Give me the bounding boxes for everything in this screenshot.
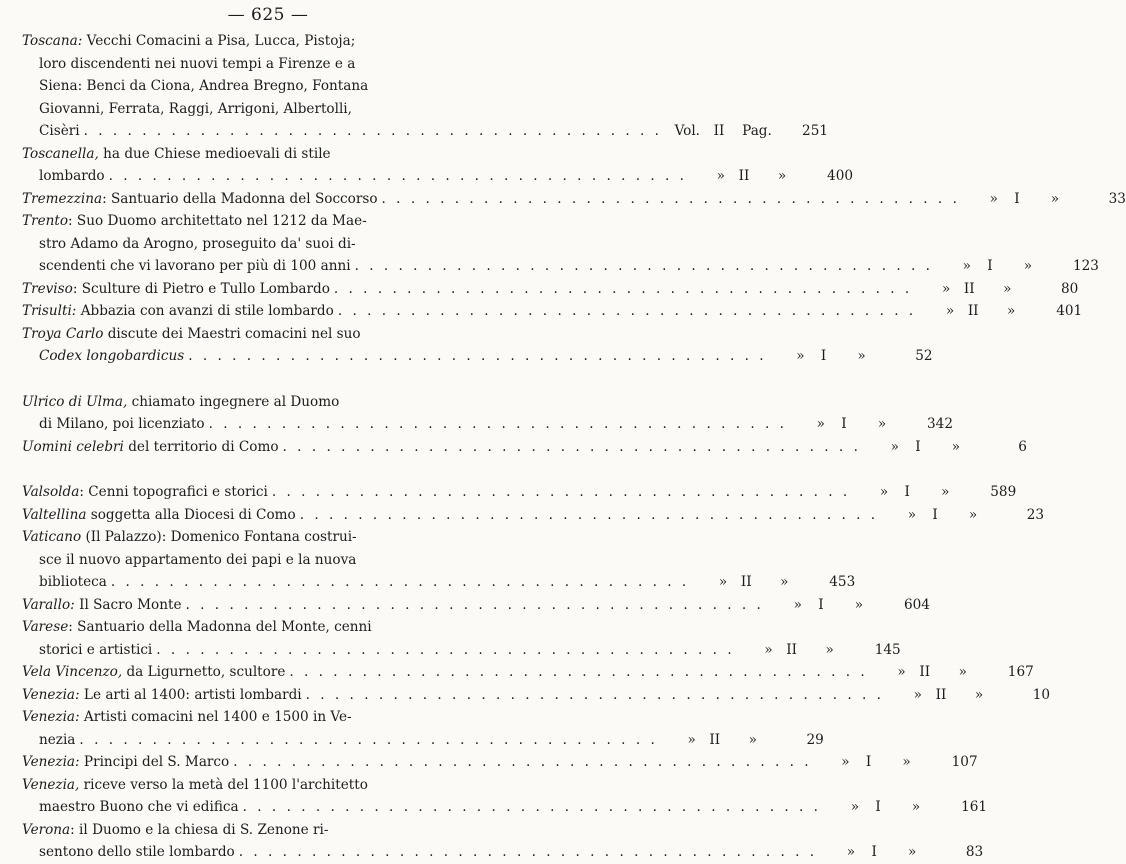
entry-reference [868,661,1034,684]
page-mark: » [780,574,789,590]
dot-leader: . . . . . . . . . . . . . . . . . . . . . . . . . . . . . . . . . . . . . . . . [83,123,662,139]
volume-number: II [709,731,721,748]
entry-reference [821,796,987,819]
entry-line [22,391,514,414]
entry-line [22,706,514,729]
entry-text: : Sculture di Pietro e Tullo Lombardo [72,280,330,297]
entry-heading: Venezia, [22,776,80,793]
volume-number: II [919,664,931,680]
entry-reference [689,571,855,594]
entry-text: nezia [39,731,76,748]
entry-reference [884,684,1050,707]
volume-number: I [1014,190,1020,207]
page-reference: 52 [915,348,933,364]
entry-line [22,684,1050,707]
entry-text: Artisti comacini nel 1400 e 1500 in Ve- [79,709,352,725]
index-entry [22,300,1083,323]
page-reference: 123 [1073,258,1099,274]
volume-number: II [967,303,979,319]
entry-text: biblioteca [39,574,107,590]
entry-reference [960,188,1126,211]
entry-heading: Uomini celebri [22,438,124,455]
dot-leader: . . . . . . . . . . . . . . . . . . . . . . . . . . . . . . . . . . . . . . . . [289,664,868,680]
entry-text: da Ligurnetto, scultore [122,664,286,680]
volume-mark: » [897,664,906,680]
volume-mark: » [945,303,955,319]
volume-mark: » [687,731,696,748]
index-entry [22,706,824,751]
entry-text: riceve verso la metà del 1100 l'architetto [79,776,368,793]
entry-line [22,616,514,639]
volume-mark: » [816,416,825,432]
entry-line [22,774,514,797]
page-mark: » [777,168,787,184]
page-reference: 400 [827,168,853,184]
entry-text: soggetta alla Diocesi di Como [86,506,296,523]
index-entry [22,323,933,368]
entry-text: Siena: Benci da Ciona, Andrea Bregno, Fontana [39,78,369,94]
entry-line [22,413,953,436]
page-mark: » [857,348,866,364]
entry-heading: Treviso [22,280,73,297]
entry-line [22,661,1034,684]
entry-line [22,165,853,188]
dot-leader: . . . . . . . . . . . . . . . . . . . . . . . . . . . . . . . . . . . . . . . . [110,574,690,590]
page-mark: » [911,799,921,815]
entry-line [22,30,514,53]
page-mark: » [1003,280,1012,297]
index-entry [22,210,1099,278]
entry-heading: Ulrico di Ulma, [22,393,128,410]
entry-text: : Suo Duomo architettato nel 1212 da Mae- [68,213,367,229]
page-mark: » [907,844,917,860]
entry-text: : Santuario della Madonna del Monte, cenni [68,619,372,635]
page-mark: » [951,438,961,455]
entry-reference [916,300,1082,323]
volume-number: II [963,280,975,297]
entry-line [22,571,856,594]
entry-text: maestro Buono che vi edifica [39,799,239,815]
section-gap [22,368,514,391]
index-list [22,30,1126,864]
volume-number: I [841,416,847,432]
index-entry [22,751,978,774]
page-mark: » [748,731,757,748]
entry-line [22,75,514,98]
entry-line [22,819,514,842]
page-reference: 604 [903,596,930,613]
entry-text: (Il Palazzo): Domenico Fontana costrui- [81,529,357,545]
volume-number: II [740,574,752,590]
volume-mark: » [913,686,922,703]
entry-text: chiamato ingegnere al Duomo [127,393,340,410]
index-entry [22,188,1126,211]
volume-mark: » [907,506,917,523]
dot-leader: . . . . . . . . . . . . . . . . . . . . . . . . . . . . . . . . . . . . . . . . [305,686,884,703]
entry-text: Giovanni, Ferrata, Raggi, Arrigoni, Albertolli, [39,100,352,117]
entry-heading: Valsolda [22,484,80,500]
volume-number: II [738,168,750,184]
entry-line [22,278,1079,301]
dot-leader: . . . . . . . . . . . . . . . . . . . . . . . . . . . . . . . . . . . . . . . . [337,303,917,319]
entry-line [22,751,978,774]
page-mark: » [877,416,887,432]
page-mark: » [974,686,984,703]
page-mark: » [902,754,911,770]
index-entry [22,616,901,661]
page-mark: » [958,664,967,680]
dot-leader: . . . . . . . . . . . . . . . . . . . . . . . . . . . . . . . . . . . . . . . . [108,168,687,184]
volume-mark: » [841,754,850,770]
dot-leader: . . . . . . . . . . . . . . . . . . . . . . . . . . . . . . . . . . . . . . . . [381,190,960,207]
entry-text: scendenti che vi lavorano per più di 100 anni [39,258,351,274]
entry-text: del territorio di Como [123,438,279,455]
dot-leader: . . . . . . . . . . . . . . . . . . . . . . . . . . . . . . . . . . . . . . . . [282,438,861,455]
entry-heading: Varallo: [22,596,75,613]
entry-reference [817,841,983,864]
entry-text: : Cenni topografici e storici [79,484,268,500]
page-reference: 251 [802,123,828,139]
entry-reference [735,639,901,662]
entry-reference [850,481,1016,504]
entry-line [22,53,514,76]
entry-heading: Vaticano [22,529,82,545]
entry-line [22,639,901,662]
entry-line [22,143,514,166]
volume-mark: » [879,484,889,500]
entry-line [22,255,1099,278]
entry-reference [933,255,1099,278]
entry-line [22,729,824,752]
volume-number: I [818,596,824,613]
dot-leader: . . . . . . . . . . . . . . . . . . . . . . . . . . . . . . . . . . . . . . . . [188,348,767,364]
volume-number: I [875,799,881,815]
volume-mark: » [716,168,725,184]
dot-leader: . . . . . . . . . . . . . . . . . . . . . . . . . . . . . . . . . . . . . . . . [208,416,787,432]
entry-line [22,188,1126,211]
page-reference: 145 [874,641,901,658]
entry-heading: Tremezzina [22,190,103,207]
entry-reference [687,165,853,188]
entry-heading: Trisulti: [22,303,77,319]
entry-heading: Toscanella, [22,145,99,162]
dot-leader: . . . . . . . . . . . . . . . . . . . . . . . . . . . . . . . . . . . . . . . . [333,280,913,297]
entry-heading: Vela Vincenzo, [22,664,123,680]
dot-leader: . . . . . . . . . . . . . . . . . . . . . . . . . . . . . . . . . . . . . . . . [238,844,818,860]
volume-mark: » [989,190,998,207]
entry-reference [912,278,1078,301]
volume-mark: » [846,844,856,860]
volume-number: I [987,258,993,274]
index-entry [22,526,856,594]
entry-heading: Verona [22,821,71,838]
entry-reference [861,436,1027,459]
page-reference: 29 [806,731,824,748]
page-reference: 589 [990,484,1017,500]
entry-text: : il Duomo e la chiesa di S. Zenone ri- [70,821,329,838]
volume-number: I [915,438,921,455]
entry-line [22,436,1027,459]
entry-reference [658,729,824,752]
volume-number: II [786,641,798,658]
entry-reference [812,751,978,774]
entry-text: loro discendenti nei nuovi tempi a Firenze e a [39,55,356,72]
volume-number: I [820,348,827,364]
page-reference: 83 [965,844,984,860]
index-entry [22,278,1079,301]
entry-line [22,98,514,121]
volume-mark: » [764,641,773,658]
entry-text: sentono dello stile lombardo [39,844,235,860]
entry-line [22,345,933,368]
entry-heading: Venezia: [22,709,80,725]
entry-reference [767,345,933,368]
index-entry [22,504,1045,527]
page-mark: » [941,484,950,500]
volume-number: I [932,506,938,523]
entry-text: ha due Chiese medioevali di stile [98,145,331,162]
volume-number: I [871,844,877,860]
index-entry [22,436,1027,459]
entry-heading: Codex longobardicus [39,348,185,364]
entry-line [22,549,514,572]
entry-line [22,233,514,256]
entry-text: stro Adamo da Arogno, proseguito da' suoi di- [39,235,356,252]
dot-leader: . . . . . . . . . . . . . . . . . . . . . . . . . . . . . . . . . . . . . . . . [271,484,851,500]
dot-leader: . . . . . . . . . . . . . . . . . . . . . . . . . . . . . . . . . . . . . . . . [242,799,822,815]
section-gap [22,458,514,481]
entry-text: di Milano, poi licenziato [39,416,205,432]
entry-line [22,504,1045,527]
volume-mark: » [793,596,802,613]
volume-mark: » [718,574,728,590]
dot-leader: . . . . . . . . . . . . . . . . . . . . . . . . . . . . . . . . . . . . . . . . [79,731,658,748]
volume-mark: Vol. [674,123,700,139]
page-reference: 10 [1032,686,1050,703]
dot-leader: . . . . . . . . . . . . . . . . . . . . . . . . . . . . . . . . . . . . . . . . [185,596,764,613]
volume-mark: » [850,799,860,815]
entry-text: lombardo [39,168,105,184]
entry-text: Cisèri [39,123,80,139]
dot-leader: . . . . . . . . . . . . . . . . . . . . . . . . . . . . . . . . . . . . . . . . [299,506,879,523]
index-entry [22,391,953,436]
entry-heading: Venezia: [22,754,80,770]
index-entry [22,661,1034,684]
entry-line [22,841,984,864]
page-mark: Pag. [742,123,772,139]
dot-leader: . . . . . . . . . . . . . . . . . . . . . . . . . . . . . . . . . . . . . . . . [233,754,812,770]
entry-heading: Trento [22,213,69,229]
page-reference: 80 [1060,280,1079,297]
entry-reference [878,504,1044,527]
entry-line [22,481,1017,504]
volume-number: I [904,484,910,500]
entry-text: Il Sacro Monte [74,596,182,613]
entry-text: Abbazia con avanzi di stile lombardo [76,303,334,319]
volume-mark: » [962,258,971,274]
volume-number: II [713,123,725,139]
entry-text: : Santuario della Madonna del Soccorso [102,190,378,207]
page-reference: 453 [829,574,856,590]
entry-line [22,300,1083,323]
entry-reference [787,413,953,436]
page-number: — 625 — [227,5,309,25]
volume-mark: » [796,348,805,364]
entry-reference [764,594,930,617]
page-mark: » [825,641,834,658]
entry-line [22,120,828,143]
entry-reference [662,120,828,143]
volume-number: II [935,686,947,703]
entry-line [22,594,930,617]
volume-number: I [865,754,872,770]
entry-line [22,796,988,819]
page-mark: » [854,596,864,613]
page-reference: 33 [1108,190,1126,207]
page-reference: 107 [951,754,978,770]
index-entry [22,481,1017,504]
entry-line [22,210,514,233]
page-reference: 167 [1007,664,1034,680]
entry-text: discute dei Maestri comacini nel suo [103,325,361,342]
index-entry [22,143,853,188]
entry-line [22,526,514,549]
entry-heading: Toscana: [22,33,83,49]
entry-text: Principi del S. Marco [79,754,230,770]
index-entry [22,30,828,143]
entry-line [22,323,514,346]
index-entry [22,594,930,617]
page-mark: » [1007,303,1016,319]
page-reference: 401 [1056,303,1083,319]
entry-text: storici e artistici [39,641,153,658]
index-entry [22,819,984,864]
page-reference: 342 [927,416,953,432]
page-mark: » [1050,190,1060,207]
page-mark: » [1023,258,1033,274]
index-entry [22,684,1050,707]
entry-heading: Varese [22,619,69,635]
entry-text: Vecchi Comacini a Pisa, Lucca, Pistoja; [82,33,356,49]
entry-heading: Troya Carlo [22,325,104,342]
page-reference: 23 [1026,506,1045,523]
entry-heading: Valtellina [22,506,87,523]
page-reference: 161 [961,799,988,815]
entry-text: Le arti al 1400: artisti lombardi [79,686,302,703]
entry-text: sce il nuovo appartamento dei papi e la nuova [39,551,357,568]
page-reference: 6 [1018,438,1027,455]
entry-heading: Venezia: [22,686,80,703]
volume-mark: » [941,280,951,297]
dot-leader: . . . . . . . . . . . . . . . . . . . . . . . . . . . . . . . . . . . . . . . . [354,258,933,274]
index-entry [22,774,988,819]
dot-leader: . . . . . . . . . . . . . . . . . . . . . . . . . . . . . . . . . . . . . . . . [156,641,735,658]
page-mark: » [968,506,978,523]
volume-mark: » [890,438,899,455]
